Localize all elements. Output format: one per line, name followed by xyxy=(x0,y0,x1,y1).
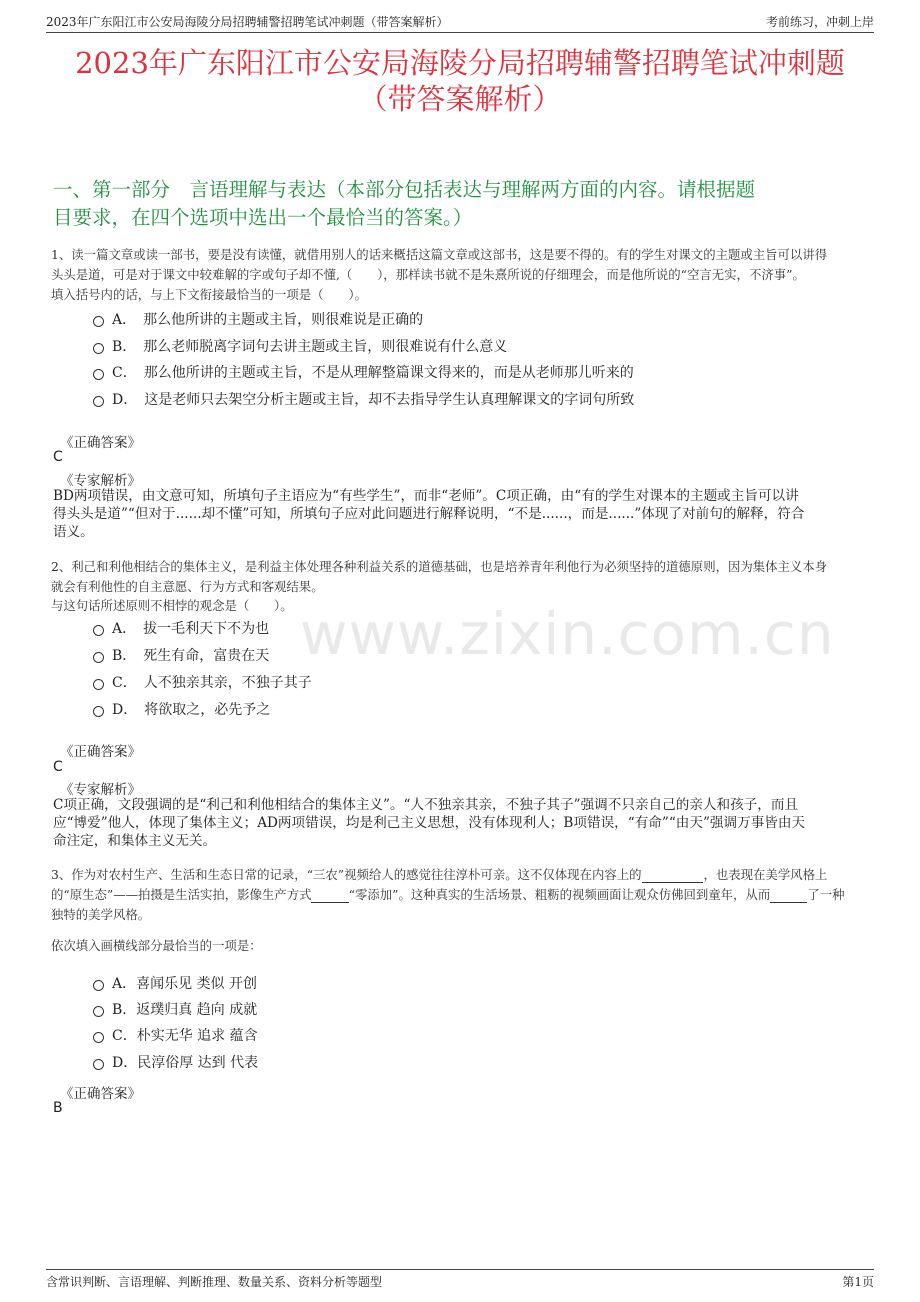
q2-analysis-line1: C项正确，文段强调的是“利己和利他相结合的集体主义”。“人不独亲其亲，不独子其子”强调不只亲自己的亲人和孩子，而且 xyxy=(53,797,799,813)
q2-option-d[interactable]: D． 将欲取之，必先予之 xyxy=(93,699,270,719)
page-number: 第1页 xyxy=(842,1275,874,1289)
q3-stem-line4: 依次填入画横线部分最恰当的一项是： xyxy=(51,938,262,953)
q1-analysis-line3: 语义。 xyxy=(53,524,94,540)
q1-answer: C xyxy=(53,449,63,465)
page-footer xyxy=(46,1269,874,1293)
q3-option-b[interactable]: B．返璞归真 趋向 成就 xyxy=(93,999,257,1019)
radio-icon[interactable] xyxy=(93,706,104,717)
q2-answer: C xyxy=(53,759,63,775)
q1-analysis-line2: 得头头是道”“但对于......却不懂”可知，所填句子应对此问题进行解释说明，“不是......，而是......”体现了对前句的解释，符合 xyxy=(53,506,805,522)
section-heading-line2: 目要求，在四个选项中选出一个最恰当的答案。） xyxy=(53,206,473,229)
radio-icon[interactable] xyxy=(93,343,104,354)
page-header xyxy=(46,10,874,33)
q3-stem-line1: 3、作为对农村生产、生活和生态日常的记录，“三农”视频给人的感觉往往淳朴可亲。这不仅体现在内容上的 ，也表现在美学风格上 xyxy=(51,867,828,882)
q2-stem-line1: 2、利己和利他相结合的集体主义，是利益主体处理各种利益关系的道德基础，也是培养青年利他行为必须坚持的道德原则，因为集体主义本身 xyxy=(51,559,828,574)
q2-option-a[interactable]: A． 拔一毛利天下不为也 xyxy=(93,618,269,638)
footer-topics: 含常识判断、言语理解、判断推理、数量关系、资料分析等题型 xyxy=(46,1275,383,1289)
watermark: www.zixin.com.cn xyxy=(300,600,835,668)
radio-icon[interactable] xyxy=(93,1059,104,1070)
q2-stem-line3: 与这句话所述原则不相悖的观念是（ ）。 xyxy=(51,598,293,613)
q1-analysis-line1: BD两项错误，由文意可知，所填句子主语应为“有些学生”，而非“老师”。C项正确，由“有的学生对课本的主题或主旨可以讲 xyxy=(53,488,799,504)
q1-option-c[interactable]: C． 那么他所讲的主题或主旨，不是从理解整篇课文得来的，而是从老师那儿听来的 xyxy=(93,362,634,382)
q3-answer: B xyxy=(53,1100,63,1116)
doc-title-line2: （带答案解析） xyxy=(358,82,562,116)
radio-icon[interactable] xyxy=(93,980,104,991)
header-title: 2023年广东阳江市公安局海陵分局招聘辅警招聘笔试冲刺题（带答案解析） xyxy=(46,15,449,29)
q3-option-a[interactable]: A．喜闻乐见 类似 开创 xyxy=(93,973,257,993)
q1-option-d[interactable]: D． 这是老师只去架空分析主题或主旨，却不去指导学生认真理解课文的字词句所致 xyxy=(93,389,634,409)
q1-stem-line1: 1、读一篇文章或读一部书，要是没有读懂，就借用别人的话来概括这篇文章或这部书，这是要不得的。有的学生对课文的主题或主旨可以讲得 xyxy=(51,247,828,262)
q3-answer-label: 《正确答案》 xyxy=(60,1086,141,1102)
q1-option-b[interactable]: B． 那么老师脱离字词句去讲主题或主旨，则很难说有什么意义 xyxy=(93,336,507,356)
radio-icon[interactable] xyxy=(93,1006,104,1017)
q3-option-c[interactable]: C．朴实无华 追求 蕴含 xyxy=(93,1025,258,1045)
q1-answer-label: 《正确答案》 xyxy=(60,435,141,451)
doc-title-line1: 2023年广东阳江市公安局海陵分局招聘辅警招聘笔试冲刺题 xyxy=(75,46,845,80)
header-slogan: 考前练习，冲刺上岸 xyxy=(765,15,874,29)
q1-stem-line2: 头头是道，可是对于课文中较难解的字或句子却不懂,（ ），那样读书就不是朱熹所说的仔细理会，而是他所说的“空言无实，不济事”。 xyxy=(51,267,805,282)
q2-analysis-line3: 命注定，和集体主义无关。 xyxy=(53,833,217,849)
radio-icon[interactable] xyxy=(93,1032,104,1043)
q3-option-d[interactable]: D．民淳俗厚 达到 代表 xyxy=(93,1052,258,1072)
q2-analysis-line2: 应“博爱”他人，体现了集体主义；AD两项错误，均是利己主义思想，没有体现利人；B项错误，“有命”“由天”强调万事皆由天 xyxy=(53,815,806,831)
q1-option-a[interactable]: A． 那么他所讲的主题或主旨，则很难说是正确的 xyxy=(93,309,423,329)
q2-option-c[interactable]: C． 人不独亲其亲，不独子其子 xyxy=(93,672,312,692)
q2-option-b[interactable]: B． 死生有命，富贵在天 xyxy=(93,645,269,665)
q1-stem-line3: 填入括号内的话，与上下文衔接最恰当的一项是（ ）。 xyxy=(51,287,367,302)
radio-icon[interactable] xyxy=(93,396,104,407)
radio-icon[interactable] xyxy=(93,652,104,663)
radio-icon[interactable] xyxy=(93,679,104,690)
q2-answer-label: 《正确答案》 xyxy=(60,744,141,760)
q2-stem-line2: 就会有利他性的自主意愿、行为方式和客观结果。 xyxy=(51,579,324,594)
q1-analysis-label: 《专家解析》 xyxy=(60,473,141,489)
q3-stem-line3: 独特的美学风格。 xyxy=(51,907,151,922)
section-heading-line1: 一、第一部分 言语理解与表达（本部分包括表达与理解两方面的内容。请根据题 xyxy=(53,178,756,201)
radio-icon[interactable] xyxy=(93,369,104,380)
q2-analysis-label: 《专家解析》 xyxy=(60,782,141,798)
radio-icon[interactable] xyxy=(93,625,104,636)
radio-icon[interactable] xyxy=(93,316,104,327)
q3-stem-line2: 的“原生态”——拍摄是生活实拍，影像生产方式 “零添加”。这种真实的生活场景、粗粝的视频画面让观众仿佛回到童年，从而 了一种 xyxy=(51,887,845,902)
